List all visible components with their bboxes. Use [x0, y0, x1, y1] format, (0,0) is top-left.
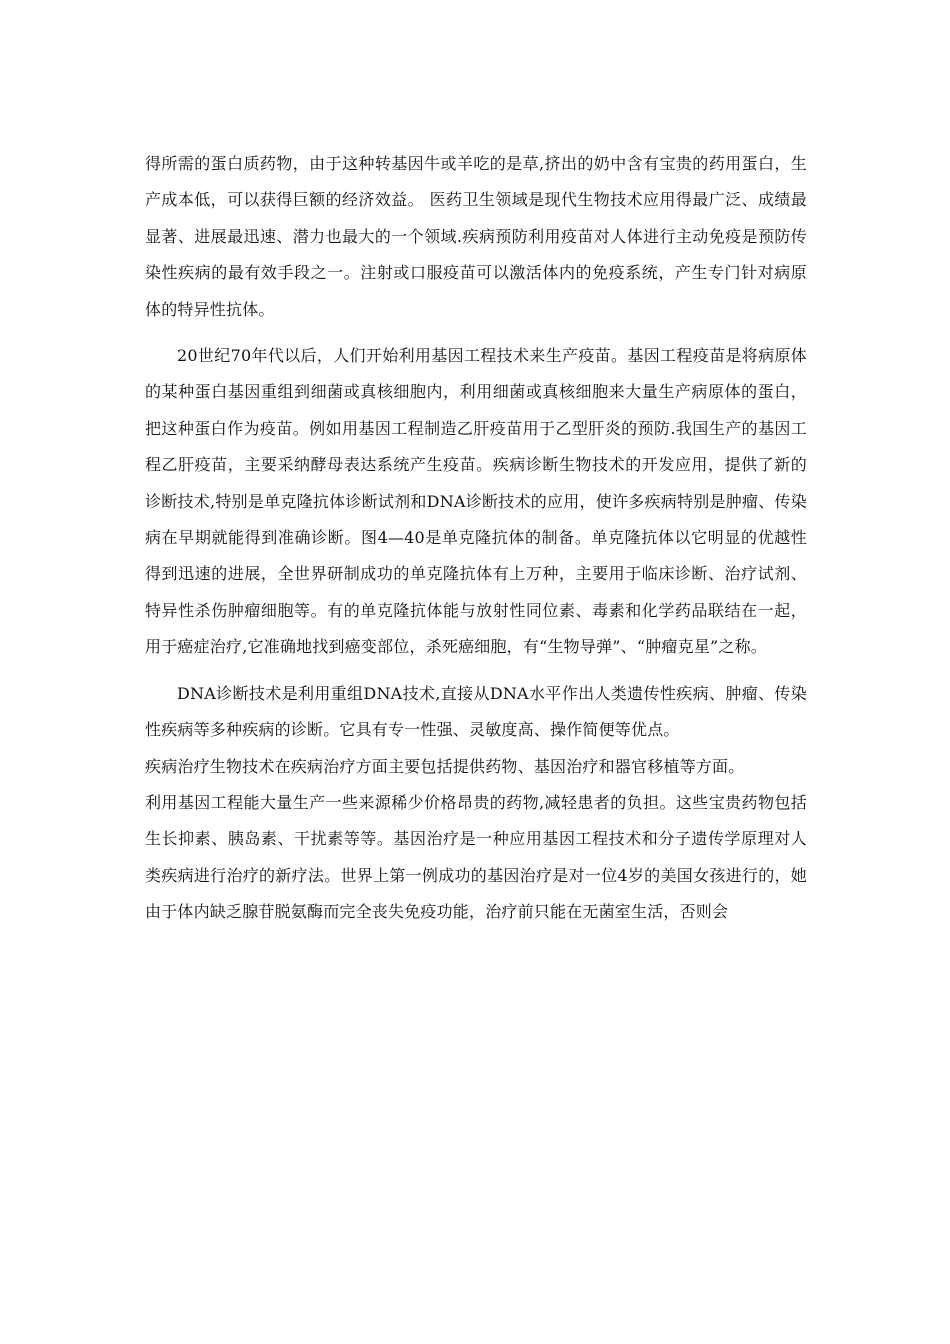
- document-body: [145, 146, 807, 931]
- paragraph-gene-therapy: 利用基因工程能大量生产一些来源稀少价格昂贵的药物,减轻患者的负担。这些宝贵药物包括生长抑素、胰岛素、干扰素等等。基因治疗是一种应用基因工程技术和分子遗传学原理对人类疾病进行治疗的新疗法。世界上第一例成功的基因治疗是对一位4岁的美国女孩进行的，她由于体内缺乏腺苷脱氨酶而完全丧失免疫功能，治疗前只能在无菌室生活，否则会: [145, 792, 807, 922]
- paragraph-dna-diagnosis: DNA诊断技术是利用重组DNA技术,直接从DNA水平作出人类遗传性疾病、肿瘤、传染性疾病等多种疾病的诊断。它具有专一性强、灵敏度高、操作简便等优点。: [145, 683, 807, 740]
- paragraph-transgenic-drugs-and-vaccines: 得所需的蛋白质药物，由于这种转基因牛或羊吃的是草,挤出的奶中含有宝贵的药用蛋白，生产成本低，可以获得巨额的经济效益。 医药卫生领域是现代生物技术应用得最广泛、成绩最显著、进展最迅速、潜力也最大的一个领域.疾病预防利用疫苗对人体进行主动免疫是预防传染性疾病的最有效手段之一。注射或口服疫苗可以激活体内的免疫系统，产生专门针对病原体的特异性抗体。: [145, 154, 807, 319]
- paragraph-disease-treatment: 疾病治疗生物技术在疾病治疗方面主要包括提供药物、基因治疗和器官移植等方面。: [145, 756, 745, 776]
- paragraph-genetic-engineering-vaccines: 20世纪70年代以后，人们开始利用基因工程技术来生产疫苗。基因工程疫苗是将病原体的某种蛋白基因重组到细菌或真核细胞内，利用细菌或真核细胞来大量生产病原体的蛋白，把这种蛋白作为疫苗。例如用基因工程制造乙肝疫苗用于乙型肝炎的预防.我国生产的基因工程乙肝疫苗，主要采纳酵母表达系统产生疫苗。疾病诊断生物技术的开发应用，提供了新的诊断技术,特别是单克隆抗体诊断试剂和DNA诊断技术的应用，使许多疾病特别是肿瘤、传染病在早期就能得到准确诊断。图4—40是单克隆抗体的制备。单克隆抗体以它明显的优越性得到迅速的进展，全世界研制成功的单克隆抗体有上万种，主要用于临床诊断、治疗试剂、特异性杀伤肿瘤细胞等。有的单克隆抗体能与放射性同位素、毒素和化学药品联结在一起，用于癌症治疗,它准确地找到癌变部位，杀死癌细胞，有“生物导弹”、“肿瘤克星”之称。: [145, 346, 807, 657]
